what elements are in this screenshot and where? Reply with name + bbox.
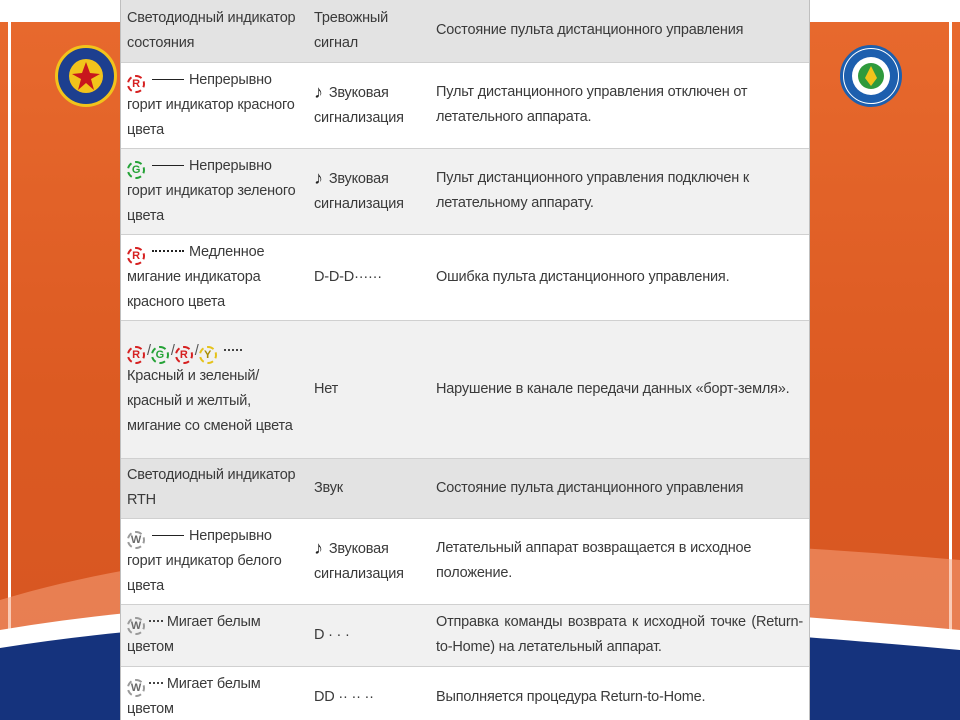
alarm-text: Звуковая сигнализация	[314, 540, 404, 582]
green-led-icon: G	[151, 346, 169, 364]
status-text: Пульт дистанционного управления отключен от летательного аппарата.	[428, 62, 809, 148]
alarm-cell	[308, 518, 428, 604]
solid-line-icon	[152, 165, 184, 166]
led-status-table	[121, 0, 809, 720]
red-led-icon: R	[175, 346, 193, 364]
dotted-line-icon	[224, 349, 242, 351]
led-state-cell	[121, 234, 308, 320]
green-led-icon: G	[127, 161, 145, 179]
alarm-text: Нет	[308, 320, 428, 458]
alarm-text: D · · ·	[308, 604, 428, 666]
subheader-remote-state: Состояние пульта дистанционного управления	[428, 458, 809, 518]
white-led-icon: W	[127, 679, 145, 697]
subheader-rth-led: Светодиодный индикатор RTH	[121, 458, 308, 518]
led-state-text: Красный и зеленый/ красный и желтый, мигание со сменой цвета	[127, 368, 293, 434]
alarm-cell	[308, 62, 428, 148]
alarm-text: D-D-D······	[308, 234, 428, 320]
table-row	[121, 666, 809, 720]
dotted-line-icon	[149, 682, 163, 684]
table-row	[121, 148, 809, 234]
table-row	[121, 518, 809, 604]
academy-emblem-icon	[843, 48, 899, 104]
academy-emblem-logo	[840, 45, 902, 107]
led-state-text: Непрерывно горит индикатор зеленого цвета	[127, 157, 296, 224]
music-note-icon: ♪	[314, 167, 323, 188]
table-subheader-row	[121, 458, 809, 518]
white-led-icon: W	[127, 617, 145, 635]
status-text: Пульт дистанционного управления подключен к летательному аппарату.	[428, 148, 809, 234]
led-state-text: Мигает белым цветом	[127, 614, 261, 655]
led-state-cell	[121, 148, 308, 234]
table-row	[121, 320, 809, 458]
status-text: Летательный аппарат возвращается в исходное положение.	[428, 518, 809, 604]
dotted-line-icon	[149, 620, 163, 622]
led-state-text: Медленное мигание индикатора красного цвета	[127, 243, 265, 310]
led-state-cell	[121, 62, 308, 148]
alarm-cell	[308, 148, 428, 234]
table-row	[121, 604, 809, 666]
red-led-icon: R	[127, 75, 145, 93]
mchs-emblem-icon	[58, 48, 114, 104]
led-status-table-panel	[120, 0, 810, 720]
header-led-status: Светодиодный индикатор состояния	[121, 0, 308, 62]
led-state-cell	[121, 604, 308, 666]
table-header-row	[121, 0, 809, 62]
music-note-icon: ♪	[314, 81, 323, 102]
status-text: Выполняется процедура Return-to-Home.	[428, 666, 809, 720]
led-state-cell: R / G / R / Y Красный и зеленый/ красный и желтый, мигание со сменой цвета	[121, 320, 308, 458]
music-note-icon: ♪	[314, 537, 323, 558]
subheader-sound: Звук	[308, 458, 428, 518]
yellow-led-icon: Y	[199, 346, 217, 364]
alarm-text: Звуковая сигнализация	[314, 170, 404, 212]
status-text: Нарушение в канале передачи данных «борт-земля».	[428, 320, 809, 458]
led-state-text: Мигает белым цветом	[127, 676, 261, 717]
led-state-cell	[121, 518, 308, 604]
header-alarm: Тревожный сигнал	[308, 0, 428, 62]
solid-line-icon	[152, 535, 184, 536]
led-state-text: Непрерывно горит индикатор красного цвета	[127, 71, 295, 138]
alarm-text: Звуковая сигнализация	[314, 84, 404, 126]
status-text: Ошибка пульта дистанционного управления.	[428, 234, 809, 320]
solid-line-icon	[152, 79, 184, 80]
status-text: Отправка команды возврата к исходной точке (Return-to-Home) на летательный аппарат.	[428, 604, 809, 666]
dotted-line-icon	[152, 250, 184, 252]
mchs-emblem-logo	[55, 45, 117, 107]
led-state-text: Непрерывно горит индикатор белого цвета	[127, 527, 282, 594]
table-row	[121, 234, 809, 320]
header-remote-state: Состояние пульта дистанционного управления	[428, 0, 809, 62]
led-state-cell	[121, 666, 308, 720]
white-led-icon: W	[127, 531, 145, 549]
alarm-text: DD ·· ·· ··	[308, 666, 428, 720]
red-led-icon: R	[127, 346, 145, 364]
red-led-icon: R	[127, 247, 145, 265]
table-row	[121, 62, 809, 148]
